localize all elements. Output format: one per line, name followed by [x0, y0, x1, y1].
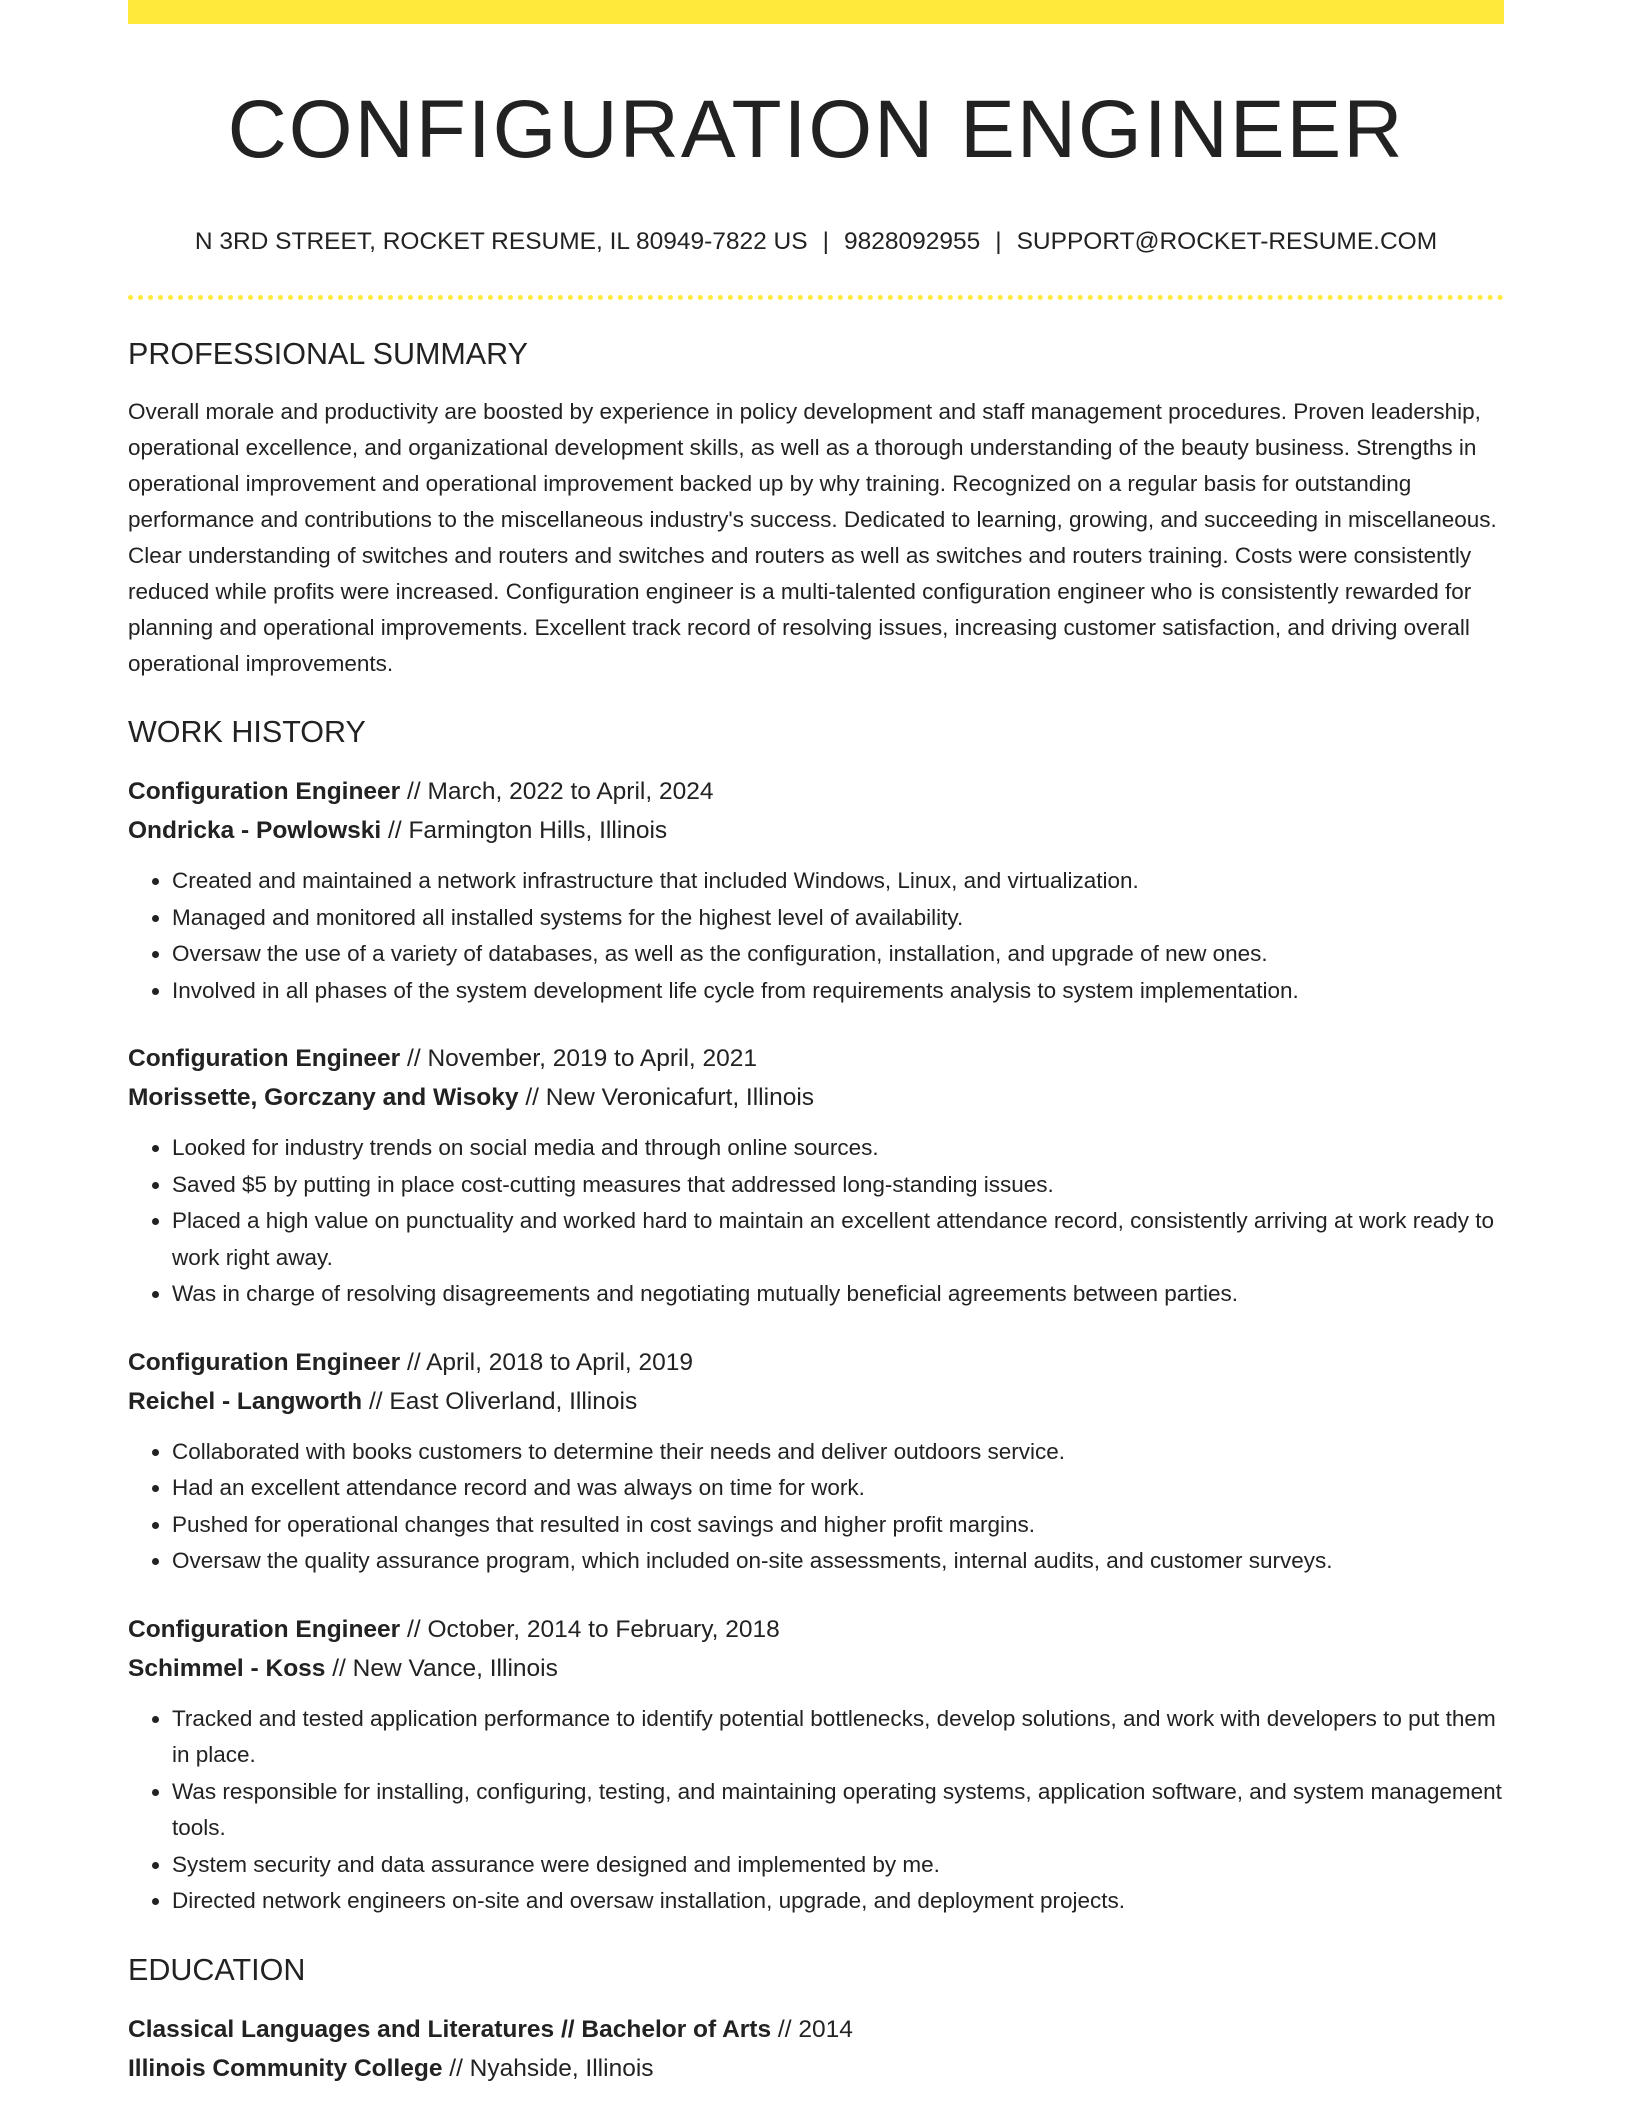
job-title-line	[128, 1610, 1504, 1649]
header-divider	[128, 295, 1504, 300]
job-bullets	[128, 863, 1504, 1009]
contact-phone: 9828092955	[843, 228, 981, 255]
job-dates: // March, 2022 to April, 2024	[400, 778, 714, 805]
job-title-line	[128, 772, 1504, 811]
education-entry	[128, 2010, 1504, 2088]
education-location: // Nyahside, Illinois	[442, 2054, 654, 2082]
job-location: // East Oliverland, Illinois	[362, 1387, 638, 1415]
summary-text: Overall morale and productivity are boosted by experience in policy development and staff management procedures. Proven leadership, operational excellence, and organizational development skills, as well as a thorough understanding of the beauty business. Strengths in operational improvement and operational improvement backed up by why training. Recognized on a regular basis for outstanding performance and contributions to the miscellaneous industry's success. Dedicated to learning, growing, and succeeding in miscellaneous. Clear understanding of switches and routers and switches and routers as well as switches and routers training. Costs were consistently reduced while profits were increased. Configuration engineer is a multi-talented configuration engineer who is consistently rewarded for planning and operational improvements. Excellent track record of resolving issues, increasing customer satisfaction, and driving overall operational improvements.	[128, 399, 1497, 676]
education-school: Illinois Community College	[128, 2054, 443, 2082]
contact-email: SUPPORT@ROCKET-RESUME.COM	[1016, 228, 1438, 255]
job-bullet: • Had an excellent attendance record and was always on time for work.	[172, 1470, 1504, 1507]
education-degree-line	[128, 2010, 1504, 2049]
job-entry	[128, 1610, 1504, 1920]
job-company: Reichel - Langworth	[128, 1387, 363, 1415]
work-history-heading: WORK HISTORY	[128, 715, 366, 749]
education-school-line	[128, 2049, 1504, 2088]
job-bullet: • Saved $5 by putting in place cost-cutting measures that addressed long-standing issues.	[172, 1167, 1504, 1204]
job-location: // New Veronicafurt, Illinois	[518, 1084, 815, 1111]
job-company-line	[128, 811, 1504, 850]
job-title-line	[128, 1343, 1504, 1382]
job-bullets	[128, 1701, 1504, 1920]
job-title: Configuration Engineer	[128, 1348, 401, 1376]
job-bullet: • Managed and monitored all installed systems for the highest level of availability.	[172, 900, 1504, 937]
job-bullet: • Was in charge of resolving disagreements and negotiating mutually beneficial agreements between parties.	[172, 1276, 1504, 1313]
job-bullets	[128, 1434, 1504, 1580]
job-company-line	[128, 1078, 1504, 1117]
job-location: // Farmington Hills, Illinois	[381, 817, 668, 844]
job-company: Schimmel - Koss	[128, 1654, 326, 1682]
education-heading: EDUCATION	[128, 1952, 306, 1987]
job-bullet: • Pushed for operational changes that resulted in cost savings and higher profit margins.	[172, 1507, 1504, 1544]
summary-heading: PROFESSIONAL SUMMARY	[128, 337, 528, 371]
resume-page	[128, 0, 1504, 2088]
job-bullet: • System security and data assurance were designed and implemented by me.	[172, 1847, 1504, 1884]
contact-line	[128, 225, 1504, 259]
job-company: Ondricka - Powlowski	[128, 817, 382, 844]
job-title: Configuration Engineer	[128, 1045, 401, 1072]
job-bullet: • Collaborated with books customers to determine their needs and deliver outdoors service.	[172, 1434, 1504, 1471]
job-bullets	[128, 1130, 1504, 1313]
job-dates: // October, 2014 to February, 2018	[400, 1615, 780, 1643]
contact-separator: |	[822, 228, 829, 255]
job-bullet: • Oversaw the use of a variety of databases, as well as the configuration, installation, and upgrade of new ones.	[172, 936, 1504, 973]
job-company-line	[128, 1382, 1504, 1421]
job-bullet: • Was responsible for installing, configuring, testing, and maintaining operating systems, application software, and system management tools.	[172, 1774, 1504, 1847]
job-dates: // April, 2018 to April, 2019	[400, 1348, 694, 1376]
job-bullet: • Created and maintained a network infrastructure that included Windows, Linux, and virtualization.	[172, 863, 1504, 900]
contact-address: N 3RD STREET, ROCKET RESUME, IL 80949-7822 US	[194, 228, 808, 255]
job-entry	[128, 1343, 1504, 1580]
job-entry	[128, 1039, 1504, 1313]
resume-name: CONFIGURATION ENGINEER	[227, 84, 1405, 175]
job-title-line	[128, 1039, 1504, 1078]
job-entry	[128, 772, 1504, 1009]
job-bullet: • Placed a high value on punctuality and worked hard to maintain an excellent attendance record, consistently arriving at work ready to work right away.	[172, 1203, 1504, 1276]
job-company: Morissette, Gorczany and Wisoky	[128, 1084, 519, 1111]
education-degree: Classical Languages and Literatures // Bachelor of Arts	[128, 2015, 772, 2043]
job-company-line	[128, 1649, 1504, 1688]
job-bullet: • Looked for industry trends on social media and through online sources.	[172, 1130, 1504, 1167]
job-bullet: • Involved in all phases of the system development life cycle from requirements analysis to system implementation.	[172, 973, 1504, 1010]
job-bullet: • Oversaw the quality assurance program, which included on-site assessments, internal audits, and customer surveys.	[172, 1543, 1504, 1580]
contact-separator: |	[995, 228, 1002, 255]
job-bullet: • Tracked and tested application performance to identify potential bottlenecks, develop solutions, and work with developers to put them in place.	[172, 1701, 1504, 1774]
job-title: Configuration Engineer	[128, 1615, 401, 1643]
job-bullet: • Directed network engineers on-site and oversaw installation, upgrade, and deployment projects.	[172, 1883, 1504, 1920]
job-location: // New Vance, Illinois	[325, 1654, 558, 1682]
job-title: Configuration Engineer	[128, 778, 401, 805]
job-dates: // November, 2019 to April, 2021	[400, 1045, 758, 1072]
education-year: // 2014	[771, 2015, 853, 2043]
